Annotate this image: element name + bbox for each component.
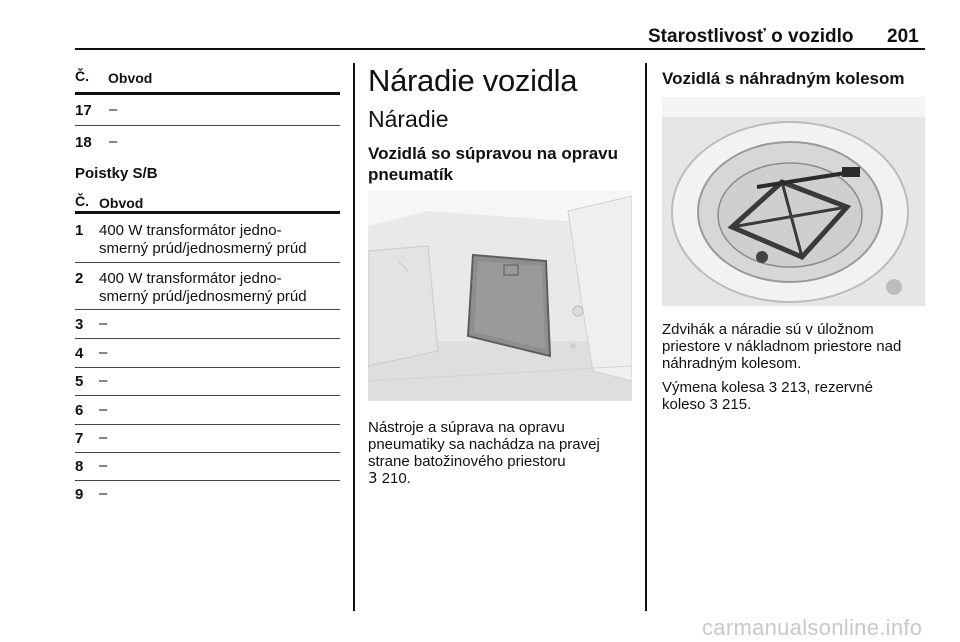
wheel-change-paragraph [662, 379, 932, 413]
table-row-value-line: 400 W transformátor jedno- [99, 222, 282, 239]
page-reference-link[interactable]: 215. [722, 396, 752, 413]
table-row-value-line: smerný prúd/jednosmerný prúd [99, 288, 307, 305]
table1-header-rule [75, 92, 340, 95]
table-row-num: 2 [75, 270, 84, 287]
paragraph-line: Zdvihák a náradie sú v úložnom [662, 321, 874, 338]
page-reference-link[interactable]: 210. [381, 470, 411, 487]
row-divider [75, 125, 340, 126]
table1-col-num: Č. [75, 68, 89, 84]
row-divider [75, 262, 340, 263]
table-row-value: – [99, 372, 108, 389]
table-row-num: 17 [75, 102, 92, 119]
right-heading: Vozidlá s náhradným kolesom [662, 69, 905, 88]
heading-line: pneumatík [368, 165, 454, 184]
page-reference-icon: 3 [368, 469, 378, 487]
table-row-num: 6 [75, 402, 84, 419]
page-reference-link[interactable]: 213, rezervné [781, 379, 873, 396]
table-row-value: – [99, 429, 108, 446]
table-row-num: 4 [75, 345, 84, 362]
spare-wheel-illustration [662, 97, 925, 306]
row-divider [75, 480, 340, 481]
column-divider-left [353, 63, 355, 611]
page-reference-icon: 3 [768, 379, 778, 396]
subsection-heading [368, 143, 618, 185]
row-divider [75, 309, 340, 310]
table-row-num: 1 [75, 222, 84, 239]
row-divider [75, 395, 340, 396]
table-row-num: 5 [75, 373, 84, 390]
spare-wheel-paragraph [662, 321, 932, 372]
column-divider-right [645, 63, 647, 611]
table-row-value: – [99, 344, 108, 361]
row-divider [75, 424, 340, 425]
heading-line: Vozidlá so súpravou na opravu [368, 144, 619, 163]
paragraph-line [662, 379, 932, 396]
caption-line [368, 470, 648, 487]
trunk-illustration [368, 191, 632, 401]
table-row-value: – [99, 485, 108, 502]
fuses-heading: Poistky S/B [75, 165, 158, 182]
paragraph-line [662, 396, 932, 413]
table2-header-rule [75, 211, 340, 214]
table2-col-num: Č. [75, 193, 89, 209]
table1-col-circuit: Obvod [108, 70, 153, 86]
table-row-value: – [109, 101, 118, 118]
paragraph-text: koleso [662, 396, 706, 413]
table-row-value-line: 400 W transformátor jedno- [99, 270, 282, 287]
header-title: Starostlivosť o vozidlo [648, 26, 854, 47]
caption-line: pneumatiky sa nachádza na pravej [368, 436, 600, 453]
table-row-num: 18 [75, 134, 92, 151]
table2-col-circuit: Obvod [99, 195, 144, 211]
section-subtitle: Náradie [368, 106, 449, 132]
header-rule [75, 48, 925, 50]
table-row-value: – [99, 401, 108, 418]
table-row-num: 3 [75, 316, 84, 333]
row-divider [75, 338, 340, 339]
table-row-num: 9 [75, 486, 84, 503]
toolkit-caption [368, 419, 648, 487]
spare-wheel-image [662, 97, 925, 306]
table-row-value: – [99, 315, 108, 332]
table-row-value-line: smerný prúd/jednosmerný prúd [99, 240, 307, 257]
table-row-value [99, 270, 307, 306]
caption-line: strane batožinového priestoru [368, 453, 566, 470]
table-row-value: – [109, 133, 118, 150]
paragraph-line: priestore v nákladnom priestore nad [662, 338, 902, 355]
watermark: carmanualsonline.info [702, 615, 923, 640]
caption-line: Nástroje a súprava na opravu [368, 419, 565, 436]
row-divider [75, 452, 340, 453]
paragraph-text: Výmena kolesa [662, 379, 765, 396]
table-row-value: – [99, 457, 108, 474]
paragraph-line: náhradným kolesom. [662, 355, 802, 372]
row-divider [75, 367, 340, 368]
section-title: Náradie vozidla [368, 63, 578, 98]
trunk-toolkit-image [368, 191, 632, 401]
page-reference-icon: 3 [709, 396, 718, 413]
table-row-num: 8 [75, 458, 84, 475]
page-number: 201 [887, 26, 919, 47]
table-row-value [99, 222, 307, 258]
table-row-num: 7 [75, 430, 84, 447]
